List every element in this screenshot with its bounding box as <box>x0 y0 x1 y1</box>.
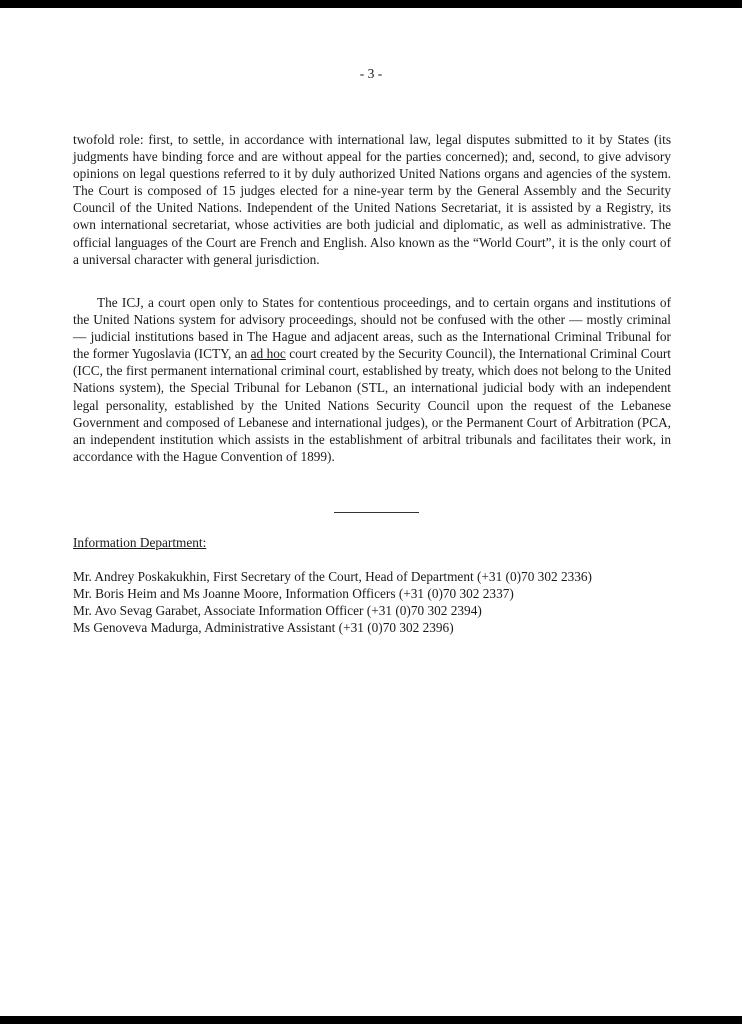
ad-hoc-underlined-term: ad hoc <box>250 346 286 362</box>
contact-item: Mr. Boris Heim and Ms Joanne Moore, Information Officers (+31 (0)70 302 2337) <box>73 586 514 601</box>
page-number: - 3 - <box>359 66 383 81</box>
body-paragraph-1: twofold role: first, to settle, in accordance with international law, legal disputes submitted to it by States (its judgments have binding force and are without appeal for the parties concerned); and, second, to give advisory opinions on legal questions referred to it by duly authorized United Nations organs and agencies of the system. The Court is composed of 15 judges elected for a nine-year term by the General Assembly and the Security Council of the United Nations. Independent of the United Nations Secretariat, it is assisted by a Registry, its own international secretariat, whose activities are both judicial and diplomatic, as well as administrative. The official languages of the Court are French and English. Also known as the “World Court”, it is the only court of a universal character with general jurisdiction. <box>73 132 671 267</box>
paragraph-2-text-start: The ICJ, a court open only to States for contentious proceedings, and to certain organs and institutions of the United Nations system for advisory proceedings, should not be confused with the other — mostly criminal — judicial institutions based in The Hague and adjacent areas, such as the International Criminal Tribunal for the former Yugoslavia (ICTY, an <box>73 295 671 362</box>
contact-list <box>73 568 693 636</box>
contact-item: Mr. Avo Sevag Garabet, Associate Information Officer (+31 (0)70 302 2394) <box>73 603 482 618</box>
body-paragraph-2 <box>73 294 671 465</box>
contact-item: Mr. Andrey Poskakukhin, First Secretary of the Court, Head of Department (+31 (0)70 302 2336) <box>73 569 592 584</box>
contact-item: Ms Genoveva Madurga, Administrative Assistant (+31 (0)70 302 2396) <box>73 620 454 635</box>
paragraph-2-text-end: court created by the Security Council), the International Criminal Court (ICC, the first permanent international criminal court, established by treaty, which does not belong to the United Nations system), the Special Tribunal for Lebanon (STL, an international judicial body with an independent legal personality, established by the United Nations Security Council upon the request of the Lebanese Government and composed of Lebanese and international judges), or the Permanent Court of Arbitration (PCA, an independent institution which assists in the establishment of arbitral tribunals and facilitates their work, in accordance with the Hague Convention of 1899). <box>73 346 672 464</box>
information-department-heading: Information Department: <box>73 535 207 550</box>
document-page <box>0 8 742 1016</box>
section-separator-line <box>334 512 419 513</box>
